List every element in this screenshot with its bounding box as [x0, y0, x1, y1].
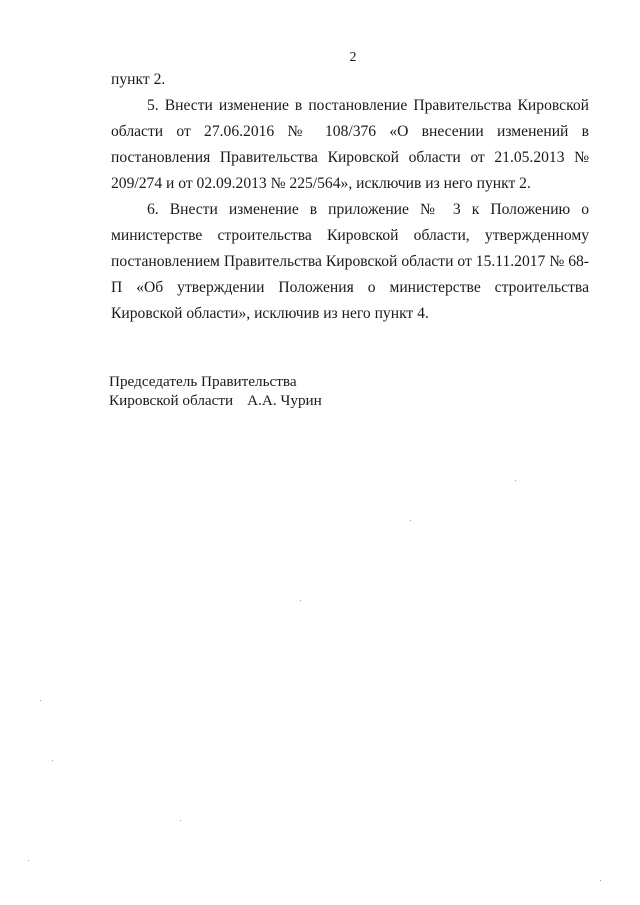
paragraph-continuation: пункт 2.: [111, 71, 166, 88]
signature-position: Председатель Правительства: [109, 373, 297, 390]
scan-speck: [300, 600, 301, 601]
signature-block: [109, 372, 322, 410]
page-number: 2: [349, 50, 357, 65]
scan-speck: [600, 880, 601, 881]
scan-speck: [515, 480, 516, 481]
scan-speck: [180, 820, 181, 821]
scan-speck: [52, 760, 53, 761]
signature-region: Кировской области: [109, 392, 234, 409]
scan-speck: [410, 520, 411, 521]
paragraph-item-6: 6. Внести изменение в приложение № 3 к Положению о министерстве строительства Кировской области, утвержденному постановлением Правительства Кировской области от 15.11.2017 № 68-П «Об утверждении Положения о министерстве строительства Кировской области», исключив из него пункт 4.: [111, 201, 589, 322]
scan-speck: [40, 700, 41, 701]
signature-name: А.А. Чурин: [247, 392, 322, 409]
scan-speck: [28, 860, 29, 861]
paragraph-item-5: 5. Внести изменение в постановление Правительства Кировской области от 27.06.2016 № 108/376 «О внесении изменений в постановления Правительства Кировской области от 21.05.2013 № 209/274 и от 02.09.2013 № 225/564», исключив из него пункт 2.: [111, 97, 589, 192]
signature-region-line: [109, 391, 322, 410]
